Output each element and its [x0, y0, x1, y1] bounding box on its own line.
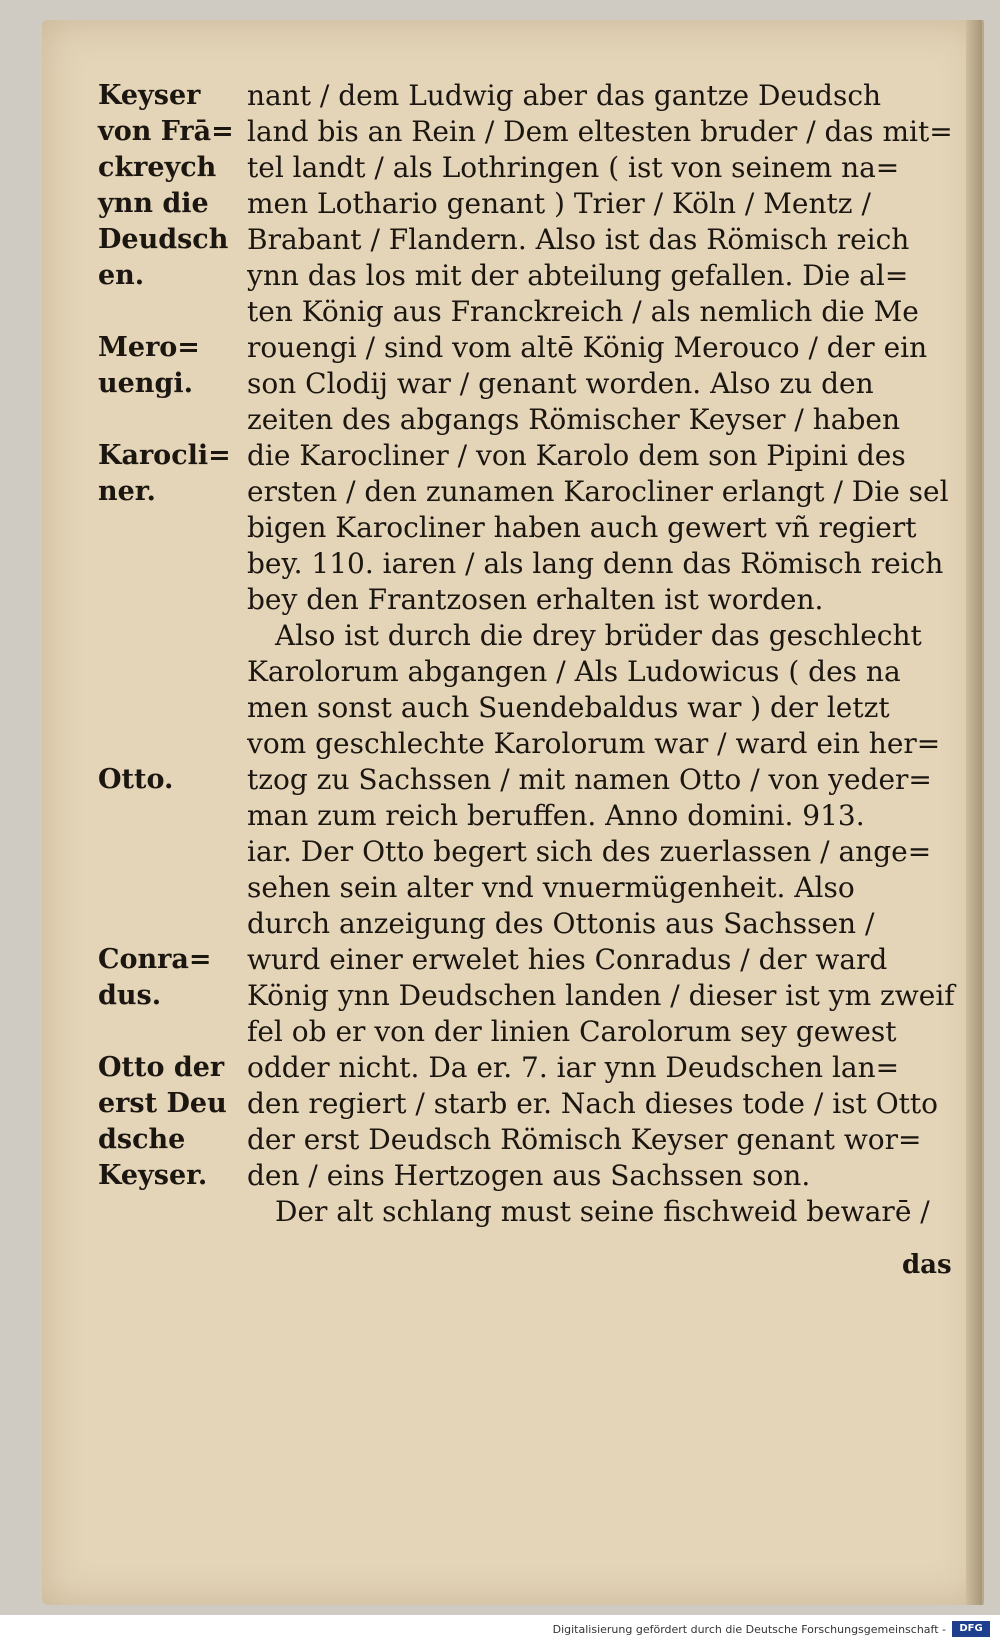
text-line: Brabant / Flandern. Also ist das Römisch reich — [247, 223, 910, 256]
text-line: bey. 110. iaren / als lang denn das Römisch reich — [247, 547, 944, 580]
text-line: vom geschlechte Karolorum war / ward ein her= — [247, 727, 941, 760]
text-line: ersten / den zunamen Karocliner erlangt / Die sel — [247, 475, 949, 508]
text-line: bey den Frantzosen erhalten ist worden. — [247, 583, 824, 616]
text-line: den regiert / starb er. Nach dieses tode / ist Otto — [247, 1087, 939, 1120]
body-text — [247, 78, 967, 1230]
text-line: ten König aus Franckreich / als nemlich die Me — [247, 295, 919, 328]
text-line: fel ob er von der linien Carolorum sey gewest — [247, 1015, 897, 1048]
text-line: iar. Der Otto begert sich des zuerlassen / ange= — [247, 835, 932, 868]
text-line: bigen Karocliner haben auch gewert vñ regiert — [247, 511, 917, 544]
margin-note-keyser: Keyser von Frā= ckreych ynn die Deudsch en. — [98, 80, 234, 291]
text-line: nant / dem Ludwig aber das gantze Deudsch — [247, 79, 882, 112]
catchword: das — [902, 1250, 952, 1280]
text-line: die Karocliner / von Karolo dem son Pipini des — [247, 439, 906, 472]
funding-credit: Digitalisierung gefördert durch die Deutsche Forschungsgemeinschaft - — [552, 1623, 946, 1636]
footer-bar — [0, 1615, 1000, 1645]
dfg-logo: DFG — [952, 1621, 990, 1637]
text-line: durch anzeigung des Ottonis aus Sachssen / — [247, 907, 875, 940]
text-line: men sonst auch Suendebaldus war ) der letzt — [247, 691, 890, 724]
text-line: den / eins Hertzogen aus Sachssen son. — [247, 1159, 811, 1192]
text-line: sehen sein alter vnd vnuermügenheit. Also — [247, 871, 855, 904]
text-line: man zum reich beruffen. Anno domini. 913. — [247, 799, 865, 832]
page-edge — [966, 20, 982, 1605]
text-line: son Clodij war / genant worden. Also zu den — [247, 367, 874, 400]
text-line: tzog zu Sachssen / mit namen Otto / von yeder= — [247, 763, 932, 796]
margin-note-otto-der-erst: Otto der erst Deu dsche Keyser. — [98, 1052, 227, 1191]
text-line: Der alt schlang must seine fischweid bewarē / — [275, 1195, 930, 1228]
margin-note-karocliner: Karocli= ner. — [98, 440, 231, 507]
text-line: Karolorum abgangen / Als Ludowicus ( des na — [247, 655, 901, 688]
book-page — [42, 20, 982, 1605]
text-line: König ynn Deudschen landen / dieser ist ym zweif — [247, 979, 955, 1012]
text-line: Also ist durch die drey brüder das geschlecht — [275, 619, 922, 652]
text-line: land bis an Rein / Dem eltesten bruder / das mit= — [247, 115, 953, 148]
text-line: tel landt / als Lothringen ( ist von seinem na= — [247, 151, 900, 184]
margin-note-otto: Otto. — [98, 764, 174, 795]
text-line: rouengi / sind vom altē König Merouco / der ein — [247, 331, 928, 364]
text-line: zeiten des abgangs Römischer Keyser / haben — [247, 403, 901, 436]
text-line: odder nicht. Da er. 7. iar ynn Deudschen lan= — [247, 1051, 900, 1084]
text-line: der erst Deudsch Römisch Keyser genant wor= — [247, 1123, 922, 1156]
margin-note-merouengi: Mero= uengi. — [98, 332, 200, 399]
text-line: men Lothario genant ) Trier / Köln / Mentz / — [247, 187, 871, 220]
text-line: wurd einer erwelet hies Conradus / der ward — [247, 943, 888, 976]
text-line: ynn das los mit der abteilung gefallen. Die al= — [247, 259, 909, 292]
margin-note-conradus: Conra= dus. — [98, 944, 212, 1011]
